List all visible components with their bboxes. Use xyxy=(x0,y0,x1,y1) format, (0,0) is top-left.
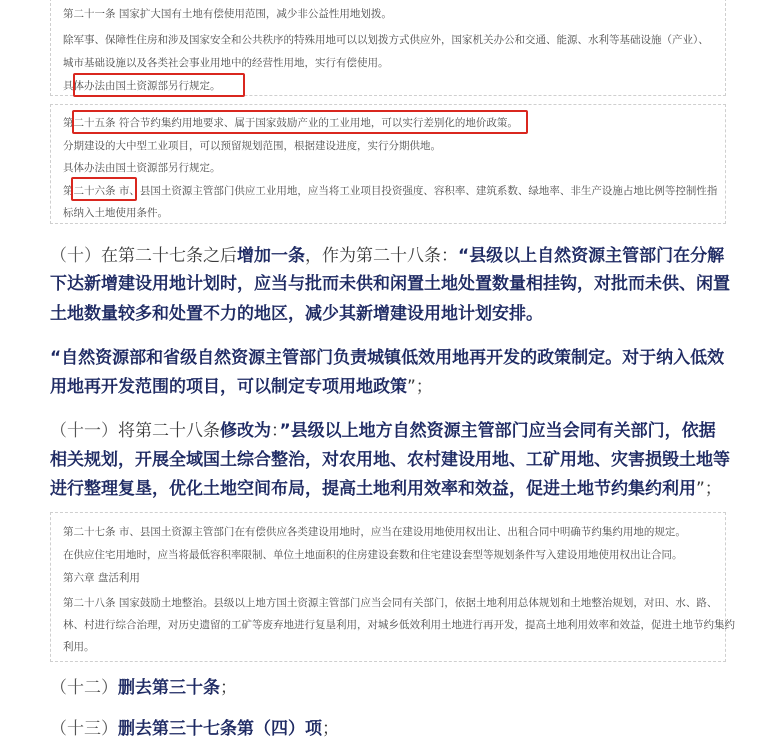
excerpt-line: 第二十六条 市、县国土资源主管部门供应工业用地，应当将工业项目投资强度、容积率、建筑系数、绿地率、非生产设施占地比例等控制性指 xyxy=(63,185,718,197)
excerpt-line: 标纳入土地使用条件。 xyxy=(63,207,168,219)
item-10-line-1: （十）在第二十七条之后增加一条，作为第二十八条：“县级以上自然资源主管部门在分解 xyxy=(50,246,725,266)
excerpt-line: 第二十八条 国家鼓励土地整治。县级以上地方国土资源主管部门应当会同有关部门，依据土地利用总体规划和土地整治规划，对田、水、路、 xyxy=(63,597,718,609)
excerpt-box-2 xyxy=(50,104,726,224)
excerpt-line: 第二十七条 市、县国土资源主管部门在有偿供应各类建设用地时，应当在建设用地使用权出让、出租合同中明确节约集约用地的规定。 xyxy=(63,526,686,538)
excerpt-box-3 xyxy=(50,512,735,662)
excerpt-line: 具体办法由国土资源部另行规定。 xyxy=(63,162,221,174)
highlight-box xyxy=(71,177,137,201)
item-12: （十二）删去第三十条； xyxy=(50,678,237,698)
item-10-line-5: 用地再开发范围的项目，可以制定专项用地政策”； xyxy=(50,377,433,397)
excerpt-line: 第六章 盘活利用 xyxy=(63,572,140,584)
item-10-line-2: 下达新增建设用地计划时，应当与批而未供和闲置土地处置数量相挂钩，对批而未供、闲置 xyxy=(50,274,730,294)
excerpt-line: 具体办法由国土资源部另行规定。 xyxy=(63,80,221,92)
highlight-box xyxy=(72,110,528,134)
highlight-box xyxy=(73,73,245,97)
excerpt-line: 第二十五条 符合节约集约用地要求、属于国家鼓励产业的工业用地，可以实行差别化的地价政策。 xyxy=(63,117,518,129)
item-10-line-3: 土地数量较多和处置不力的地区，减少其新增建设用地计划安排。 xyxy=(50,304,543,324)
excerpt-line: 林、村进行综合治理，对历史遗留的工矿等废弃地进行复垦利用，对城乡低效利用土地进行再开发，提高土地利用效率和效益，促进土地节约集约 xyxy=(63,619,735,631)
item-13: （十三）删去第三十七条第（四）项； xyxy=(50,719,339,739)
item-11-line-3: 进行整理复垦，优化土地空间布局，提高土地利用效率和效益，促进土地节约集约利用”； xyxy=(50,479,722,499)
excerpt-line: 第二十一条 国家扩大国有土地有偿使用范围，减少非公益性用地划拨。 xyxy=(63,8,392,20)
excerpt-line: 城市基础设施以及各类社会事业用地中的经营性用地，实行有偿使用。 xyxy=(63,57,389,69)
excerpt-line: 分期建设的大中型工业项目，可以预留规划范围，根据建设进度，实行分期供地。 xyxy=(63,140,441,152)
excerpt-line: 除军事、保障性住房和涉及国家安全和公共秩序的特殊用地可以以划拨方式供应外，国家机关办公和交通、能源、水利等基础设施（产业）、 xyxy=(63,34,709,46)
item-10-line-4: “自然资源部和省级自然资源主管部门负责城镇低效用地再开发的政策制定。对于纳入低效 xyxy=(50,348,725,368)
excerpt-line: 在供应住宅用地时，应当将最低容积率限制、单位土地面积的住房建设套数和住宅建设套型等规划条件写入建设用地使用权出让合同。 xyxy=(63,549,683,561)
excerpt-box-1 xyxy=(50,0,726,96)
excerpt-line: 利用。 xyxy=(63,641,95,653)
item-11-line-2: 相关规划，开展全域国土综合整治，对农用地、农村建设用地、工矿用地、灾害损毁土地等 xyxy=(50,450,730,470)
item-11-line-1: （十一）将第二十八条修改为：”县级以上地方自然资源主管部门应当会同有关部门，依据 xyxy=(50,421,716,441)
article-26-label: 第二十六条 xyxy=(63,185,116,197)
